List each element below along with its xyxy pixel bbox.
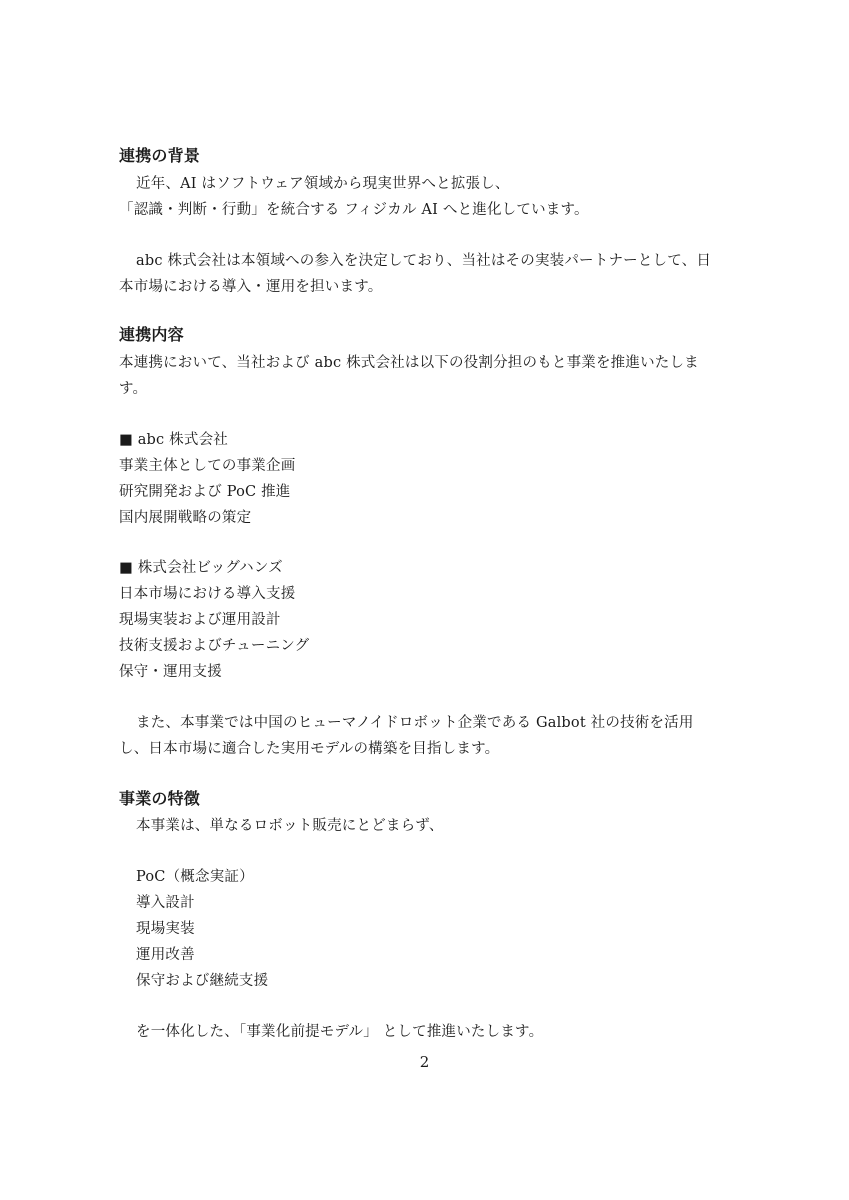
group-abc-item: 研究開発および PoC 推進 — [119, 484, 291, 500]
group-abc-item: 国内展開戦略の策定 — [119, 510, 252, 526]
features-closing: を一体化した、「事業化前提モデル」 として推進いたします。 — [136, 1024, 544, 1040]
group-abc-item: 事業主体としての事業企画 — [119, 458, 296, 474]
features-list-item: 運用改善 — [136, 947, 195, 963]
group-title-bighands: ■ 株式会社ビッグハンズ — [119, 560, 283, 576]
page-number: 2 — [419, 1053, 430, 1071]
group-bighands-item: 保守・運用支援 — [119, 664, 222, 680]
features-list-item: 導入設計 — [136, 895, 195, 911]
content-intro-line-2: す。 — [119, 381, 148, 397]
section-heading-background: 連携の背景 — [119, 146, 201, 165]
features-list-item: PoC（概念実証） — [136, 869, 254, 885]
group-title-abc: ■ abc 株式会社 — [119, 432, 228, 448]
group-bighands-item: 日本市場における導入支援 — [119, 586, 296, 602]
section-heading-features: 事業の特徴 — [119, 789, 201, 808]
features-list-item: 現場実装 — [136, 921, 195, 937]
group-bighands-item: 技術支援およびチューニング — [119, 638, 310, 654]
group-bighands-item: 現場実装および運用設計 — [119, 612, 281, 628]
content-intro-line-1: 本連携において、当社および abc 株式会社は以下の役割分担のもと事業を推進いたしま — [119, 355, 699, 371]
content-note-line-1: また、本事業では中国のヒューマノイドロボット企業である Galbot 社の技術を活用 — [136, 715, 694, 731]
content-note-line-2: し、日本市場に適合した実用モデルの構築を目指します。 — [119, 741, 500, 757]
features-intro: 本事業は、単なるロボット販売にとどまらず、 — [136, 818, 444, 834]
background-paragraph-2-line-2: 本市場における導入・運用を担います。 — [119, 279, 383, 295]
background-paragraph-2-line-1: abc 株式会社は本領域への参入を決定しており、当社はその実装パートナーとして、日 — [136, 253, 712, 269]
background-paragraph-1-line-1: 近年、AI はソフトウェア領域から現実世界へと拡張し、 — [136, 176, 510, 192]
features-list-item: 保守および継続支援 — [136, 973, 269, 989]
section-heading-content: 連携内容 — [119, 325, 184, 344]
background-paragraph-1-line-2: 「認識・判断・行動」を統合する フィジカル AI へと進化しています。 — [119, 202, 589, 218]
